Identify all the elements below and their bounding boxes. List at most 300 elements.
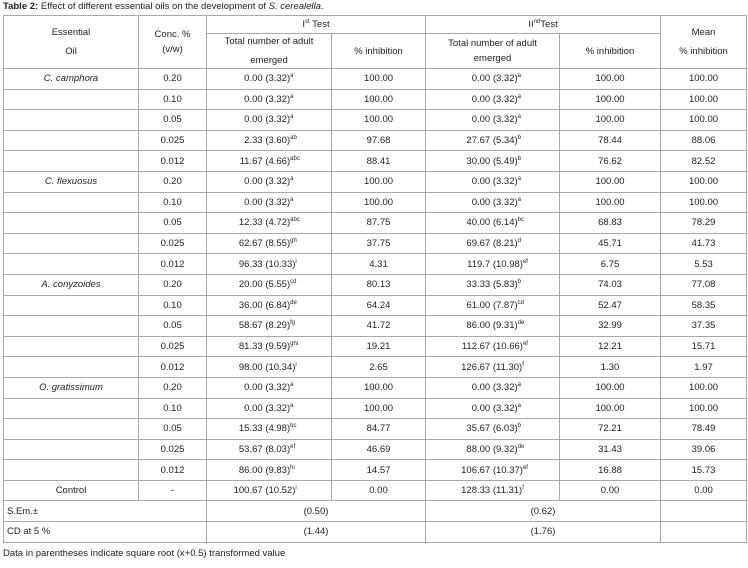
mean-cell: 0.00	[661, 480, 747, 501]
conc-cell: 0.20	[139, 377, 207, 398]
adult-t2-cell	[426, 336, 560, 357]
header-adult-t2-line1: Total number of adult	[448, 38, 537, 49]
adult-t1-cell	[207, 480, 332, 501]
transformed-group	[265, 423, 323, 434]
adult-t2-cell	[426, 89, 560, 110]
adult-value: 86.00	[238, 464, 263, 476]
significance-letter: b	[517, 423, 521, 430]
transformed-value: (6.03)	[492, 423, 518, 435]
inhibition-t1-cell: 100.00	[332, 89, 426, 110]
inhibition-t2-cell: 100.00	[560, 192, 661, 213]
inhibition-t2-cell: 45.71	[560, 233, 661, 254]
transformed-group	[493, 279, 551, 290]
inhibition-t2-cell: 12.21	[560, 336, 661, 357]
adult-value: 0.00	[471, 114, 491, 126]
mean-cell: 15.73	[661, 460, 747, 481]
conc-cell: 0.10	[139, 89, 207, 110]
significance-letter: a	[517, 176, 521, 183]
transformed-value: (8.03)	[265, 443, 291, 455]
adult-t2-cell	[426, 110, 560, 131]
adult-value: 126.67	[461, 361, 491, 373]
conc-cell: 0.10	[139, 295, 207, 316]
adult-t1-cell	[207, 130, 332, 151]
adult-value: 81.33	[238, 341, 263, 353]
adult-value: 27.67	[466, 135, 491, 147]
adult-value: 86.00	[466, 320, 491, 332]
significance-letter: abc	[290, 217, 300, 224]
significance-letter: a	[517, 73, 521, 80]
transformed-value: (8.55)	[265, 238, 291, 250]
transformed-value: (10.34)	[265, 361, 296, 373]
inhibition-t2-cell: 78.44	[560, 130, 661, 151]
transformed-group	[493, 114, 551, 125]
conc-cell: 0.012	[139, 460, 207, 481]
transformed-group	[493, 135, 551, 146]
transformed-value: (3.60)	[265, 135, 291, 147]
adult-value: 30.00	[466, 155, 491, 167]
transformed-group	[265, 176, 323, 187]
header-mean-line1: Mean	[691, 27, 716, 38]
adult-t1-cell	[207, 110, 332, 131]
table-row	[4, 336, 747, 357]
adult-t1-cell	[207, 274, 332, 295]
oil-cell: C. flexuosus	[4, 171, 139, 192]
header-inhibition-t2: % inhibition	[560, 34, 661, 69]
conc-cell: 0.20	[139, 274, 207, 295]
transformed-value: (3.32)	[492, 93, 518, 105]
adult-t1-cell	[207, 419, 332, 440]
transformed-value: (3.32)	[492, 114, 518, 126]
inhibition-t2-cell: 6.75	[560, 254, 661, 275]
table-row	[4, 274, 747, 295]
oil-cell	[4, 419, 139, 440]
footnote: Data in parentheses indicate square root (x+0.5) transformed value	[3, 548, 286, 559]
mean-cell: 88.06	[661, 130, 747, 151]
mean-cell: 77.08	[661, 274, 747, 295]
table-row	[4, 130, 747, 151]
transformed-group	[265, 114, 323, 125]
adult-t1-cell	[207, 171, 332, 192]
transformed-group	[493, 176, 551, 187]
table-row	[4, 213, 747, 234]
oil-cell	[4, 192, 139, 213]
significance-letter: abc	[290, 155, 300, 162]
table-row	[4, 439, 747, 460]
adult-t1-cell	[207, 377, 332, 398]
oil-cell: C. camphora	[4, 69, 139, 90]
transformed-value: (11.31)	[492, 485, 523, 497]
significance-letter: de	[517, 320, 525, 327]
adult-value: 0.00	[471, 402, 491, 414]
transformed-group	[265, 320, 323, 331]
transformed-group	[493, 320, 551, 331]
adult-value: 0.00	[244, 176, 263, 188]
inhibition-t1-cell: 64.24	[332, 295, 426, 316]
transformed-value: (10.66)	[492, 341, 523, 353]
mean-cell: 100.00	[661, 192, 747, 213]
sem-row	[4, 501, 747, 522]
transformed-group	[493, 444, 551, 455]
significance-letter: ef	[522, 340, 528, 347]
inhibition-t1-cell: 41.72	[332, 316, 426, 337]
adult-t2-cell	[426, 130, 560, 151]
transformed-value: (11.30)	[492, 361, 523, 373]
significance-letter: hi	[290, 464, 295, 471]
mean-cell: 5.53	[661, 254, 747, 275]
oil-cell: O. gratissimum	[4, 377, 139, 398]
adult-t1-cell	[207, 213, 332, 234]
mean-cell: 100.00	[661, 110, 747, 131]
adult-value: 35.67	[466, 423, 491, 435]
inhibition-t2-cell: 100.00	[560, 89, 661, 110]
inhibition-t1-cell: 4.31	[332, 254, 426, 275]
transformed-group	[265, 73, 323, 84]
header-test1-suffix: Test	[309, 19, 330, 30]
mean-cell: 100.00	[661, 69, 747, 90]
conc-cell: 0.10	[139, 398, 207, 419]
transformed-group	[493, 94, 551, 105]
transformed-value: (4.66)	[265, 155, 291, 167]
transformed-group	[265, 259, 323, 270]
adult-t2-cell	[426, 274, 560, 295]
header-adult-t2-line2: emerged	[473, 53, 512, 64]
inhibition-t1-cell: 37.75	[332, 233, 426, 254]
significance-letter: ef	[290, 443, 296, 450]
adult-t2-cell	[426, 69, 560, 90]
transformed-value: (9.59)	[265, 341, 291, 353]
header-test1-sup: st	[305, 18, 310, 25]
header-adult-t2	[426, 34, 560, 69]
header-test2-suffix: Test	[540, 19, 558, 30]
table-caption	[3, 1, 324, 12]
significance-letter: a	[290, 93, 294, 100]
significance-letter: ef	[522, 258, 528, 265]
table-row	[4, 89, 747, 110]
table-row	[4, 69, 747, 90]
adult-value: 88.00	[466, 443, 491, 455]
transformed-group	[493, 73, 551, 84]
adult-t2-cell	[426, 254, 560, 275]
adult-t2-cell	[426, 357, 560, 378]
transformed-value: (3.32)	[265, 402, 291, 414]
inhibition-t2-cell: 100.00	[560, 110, 661, 131]
adult-value: 69.67	[466, 238, 491, 250]
oil-cell	[4, 254, 139, 275]
adult-t1-cell	[207, 357, 332, 378]
adult-t1-cell	[207, 439, 332, 460]
adult-t1-cell	[207, 151, 332, 172]
adult-value: 20.00	[238, 279, 263, 291]
transformed-group	[265, 197, 323, 208]
transformed-value: (5.83)	[492, 279, 518, 291]
adult-value: 0.00	[244, 114, 263, 126]
significance-letter: a	[517, 114, 521, 121]
transformed-group	[493, 156, 551, 167]
table-row	[4, 377, 747, 398]
transformed-group	[493, 362, 551, 373]
caption-text: Effect of different essential oils on the development of	[40, 1, 266, 12]
mean-cell: 100.00	[661, 89, 747, 110]
significance-letter: de	[517, 443, 525, 450]
conc-cell: 0.20	[139, 171, 207, 192]
oil-cell	[4, 460, 139, 481]
transformed-group	[265, 444, 323, 455]
significance-letter: a	[290, 176, 294, 183]
transformed-value: (3.32)	[492, 402, 518, 414]
table-row	[4, 254, 747, 275]
significance-letter: i	[295, 361, 297, 368]
transformed-value: (8.21)	[492, 238, 518, 250]
header-mean	[661, 16, 747, 69]
adult-value: 2.33	[244, 135, 263, 147]
inhibition-t1-cell: 88.41	[332, 151, 426, 172]
cd-t2: (1.76)	[426, 522, 661, 543]
caption-species: S. cerealella	[268, 1, 321, 12]
adult-t2-cell	[426, 377, 560, 398]
inhibition-t2-cell: 100.00	[560, 69, 661, 90]
significance-letter: de	[290, 299, 297, 306]
adult-value: 0.00	[471, 73, 491, 85]
inhibition-t1-cell: 100.00	[332, 69, 426, 90]
inhibition-t2-cell: 76.62	[560, 151, 661, 172]
inhibition-t2-cell: 68.83	[560, 213, 661, 234]
transformed-value: (6.84)	[265, 299, 291, 311]
transformed-group	[493, 217, 551, 228]
inhibition-t1-cell: 100.00	[332, 398, 426, 419]
oil-cell	[4, 151, 139, 172]
adult-t1-cell	[207, 295, 332, 316]
transformed-group	[265, 403, 323, 414]
transformed-group	[493, 300, 551, 311]
transformed-group	[265, 362, 323, 373]
adult-t2-cell	[426, 460, 560, 481]
table-row	[4, 295, 747, 316]
significance-letter: a	[290, 402, 294, 409]
adult-t2-cell	[426, 398, 560, 419]
table-row	[4, 357, 747, 378]
inhibition-t1-cell: 100.00	[332, 171, 426, 192]
adult-t2-cell	[426, 213, 560, 234]
conc-cell: 0.025	[139, 130, 207, 151]
mean-cell: 39.06	[661, 439, 747, 460]
transformed-value: (5.55)	[265, 279, 291, 291]
significance-letter: ef	[522, 464, 528, 471]
sem-label: S.Em.±	[4, 501, 207, 522]
significance-letter: cd	[517, 299, 524, 306]
adult-value: 11.67	[239, 155, 263, 167]
header-test2-prefix: II	[528, 19, 534, 30]
adult-value: 58.67	[238, 320, 263, 332]
conc-cell: 0.05	[139, 110, 207, 131]
significance-letter: ghi	[290, 340, 299, 347]
header-conc-line1: Conc. %	[154, 29, 191, 40]
table-row	[4, 233, 747, 254]
significance-letter: b	[517, 279, 521, 286]
significance-letter: bc	[290, 423, 297, 430]
adult-value: 15.33	[238, 423, 263, 435]
header-test1	[207, 16, 426, 34]
transformed-group	[265, 300, 323, 311]
transformed-value: (6.14)	[492, 217, 518, 229]
adult-value: 128.33	[461, 485, 491, 497]
inhibition-t2-cell: 52.47	[560, 295, 661, 316]
adult-t2-cell	[426, 419, 560, 440]
transformed-group	[493, 423, 551, 434]
transformed-value: (10.52)	[265, 485, 296, 497]
inhibition-t1-cell: 2.65	[332, 357, 426, 378]
inhibition-t2-cell: 100.00	[560, 377, 661, 398]
conc-cell: 0.025	[139, 233, 207, 254]
header-test1-prefix: I	[302, 19, 306, 30]
inhibition-t2-cell: 72.21	[560, 419, 661, 440]
transformed-group	[265, 279, 323, 290]
oil-cell	[4, 439, 139, 460]
adult-t1-cell	[207, 233, 332, 254]
header-row-1	[4, 16, 747, 34]
transformed-group	[493, 485, 551, 496]
transformed-group	[265, 94, 323, 105]
mean-cell: 37.35	[661, 316, 747, 337]
mean-cell: 78.29	[661, 213, 747, 234]
header-adult-t1	[207, 34, 332, 69]
adult-t1-cell	[207, 336, 332, 357]
cd-row	[4, 522, 747, 543]
transformed-value: (3.32)	[265, 176, 291, 188]
header-test2	[426, 16, 661, 34]
table-row	[4, 460, 747, 481]
transformed-value: (3.32)	[492, 176, 518, 188]
table-row	[4, 192, 747, 213]
adult-t1-cell	[207, 254, 332, 275]
mean-cell: 100.00	[661, 171, 747, 192]
transformed-group	[493, 238, 551, 249]
inhibition-t1-cell: 97.68	[332, 130, 426, 151]
transformed-value: (10.98)	[492, 258, 523, 270]
significance-letter: fg	[290, 320, 296, 327]
adult-t2-cell	[426, 171, 560, 192]
significance-letter: i	[295, 485, 297, 492]
significance-letter: i	[295, 258, 297, 265]
transformed-value: (7.87)	[492, 299, 518, 311]
oil-cell: A. conyzoides	[4, 274, 139, 295]
inhibition-t2-cell: 31.43	[560, 439, 661, 460]
inhibition-t1-cell: 46.69	[332, 439, 426, 460]
adult-value: 96.33	[238, 258, 263, 270]
transformed-value: (9.83)	[265, 464, 291, 476]
header-adult-t1-line1: Total number of adult	[224, 36, 314, 47]
significance-letter: a	[290, 114, 294, 121]
adult-value: 36.00	[238, 299, 263, 311]
caption-label: Table 2:	[3, 1, 39, 12]
adult-t1-cell	[207, 316, 332, 337]
significance-letter: a	[517, 93, 521, 100]
oil-cell	[4, 110, 139, 131]
table-row	[4, 110, 747, 131]
inhibition-t1-cell: 19.21	[332, 336, 426, 357]
header-essential-line2: Oil	[65, 46, 77, 57]
results-table	[3, 15, 747, 543]
inhibition-t1-cell: 84.77	[332, 419, 426, 440]
significance-letter: b	[517, 155, 521, 162]
adult-value: 12.33	[238, 217, 263, 229]
transformed-value: (9.32)	[492, 443, 518, 455]
oil-cell	[4, 316, 139, 337]
conc-cell: 0.012	[139, 151, 207, 172]
header-mean-line2: % inhibition	[679, 46, 728, 57]
significance-letter: f	[522, 361, 524, 368]
inhibition-t2-cell: 0.00	[560, 480, 661, 501]
conc-cell: -	[139, 480, 207, 501]
table-row	[4, 419, 747, 440]
adult-value: 0.00	[471, 196, 491, 208]
significance-letter: a	[290, 196, 294, 203]
conc-cell: 0.05	[139, 316, 207, 337]
adult-value: 33.33	[466, 279, 491, 291]
adult-t1-cell	[207, 69, 332, 90]
adult-t1-cell	[207, 89, 332, 110]
adult-t1-cell	[207, 460, 332, 481]
oil-cell	[4, 357, 139, 378]
significance-letter: a	[290, 382, 294, 389]
transformed-group	[493, 382, 551, 393]
inhibition-t1-cell: 100.00	[332, 192, 426, 213]
transformed-value: (10.37)	[492, 464, 523, 476]
significance-letter: a	[517, 402, 521, 409]
header-conc	[139, 16, 207, 69]
inhibition-t1-cell: 80.13	[332, 274, 426, 295]
adult-value: 40.00	[466, 217, 491, 229]
transformed-value: (9.31)	[492, 320, 518, 332]
caption-end: .	[320, 1, 324, 12]
conc-cell: 0.05	[139, 419, 207, 440]
header-conc-line2: (v/w)	[162, 44, 183, 55]
adult-t2-cell	[426, 439, 560, 460]
transformed-group	[265, 135, 323, 146]
transformed-group	[493, 465, 551, 476]
mean-cell: 15.71	[661, 336, 747, 357]
conc-cell: 0.20	[139, 69, 207, 90]
transformed-group	[493, 197, 551, 208]
adult-t2-cell	[426, 480, 560, 501]
adult-value: 0.00	[244, 73, 263, 85]
transformed-value: (3.32)	[265, 114, 291, 126]
inhibition-t1-cell: 87.75	[332, 213, 426, 234]
mean-cell: 1.97	[661, 357, 747, 378]
adult-value: 106.67	[461, 464, 491, 476]
header-adult-t1-line2: emerged	[250, 55, 288, 66]
significance-letter: ab	[290, 134, 297, 141]
transformed-value: (5.34)	[492, 135, 518, 147]
transformed-value: (5.49)	[492, 155, 518, 167]
oil-cell	[4, 89, 139, 110]
cd-mean	[661, 522, 747, 543]
conc-cell: 0.05	[139, 213, 207, 234]
adult-t2-cell	[426, 316, 560, 337]
transformed-value: (3.32)	[492, 196, 518, 208]
adult-t1-cell	[207, 192, 332, 213]
adult-value: 0.00	[244, 402, 263, 414]
transformed-value: (3.32)	[265, 382, 291, 394]
transformed-value: (3.32)	[265, 196, 291, 208]
transformed-group	[493, 403, 551, 414]
mean-cell: 82.52	[661, 151, 747, 172]
adult-t2-cell	[426, 192, 560, 213]
transformed-group	[265, 465, 323, 476]
transformed-value: (3.32)	[492, 73, 518, 85]
significance-letter: bc	[517, 217, 524, 224]
adult-value: 0.00	[244, 93, 263, 105]
header-essential-oil	[4, 16, 139, 69]
